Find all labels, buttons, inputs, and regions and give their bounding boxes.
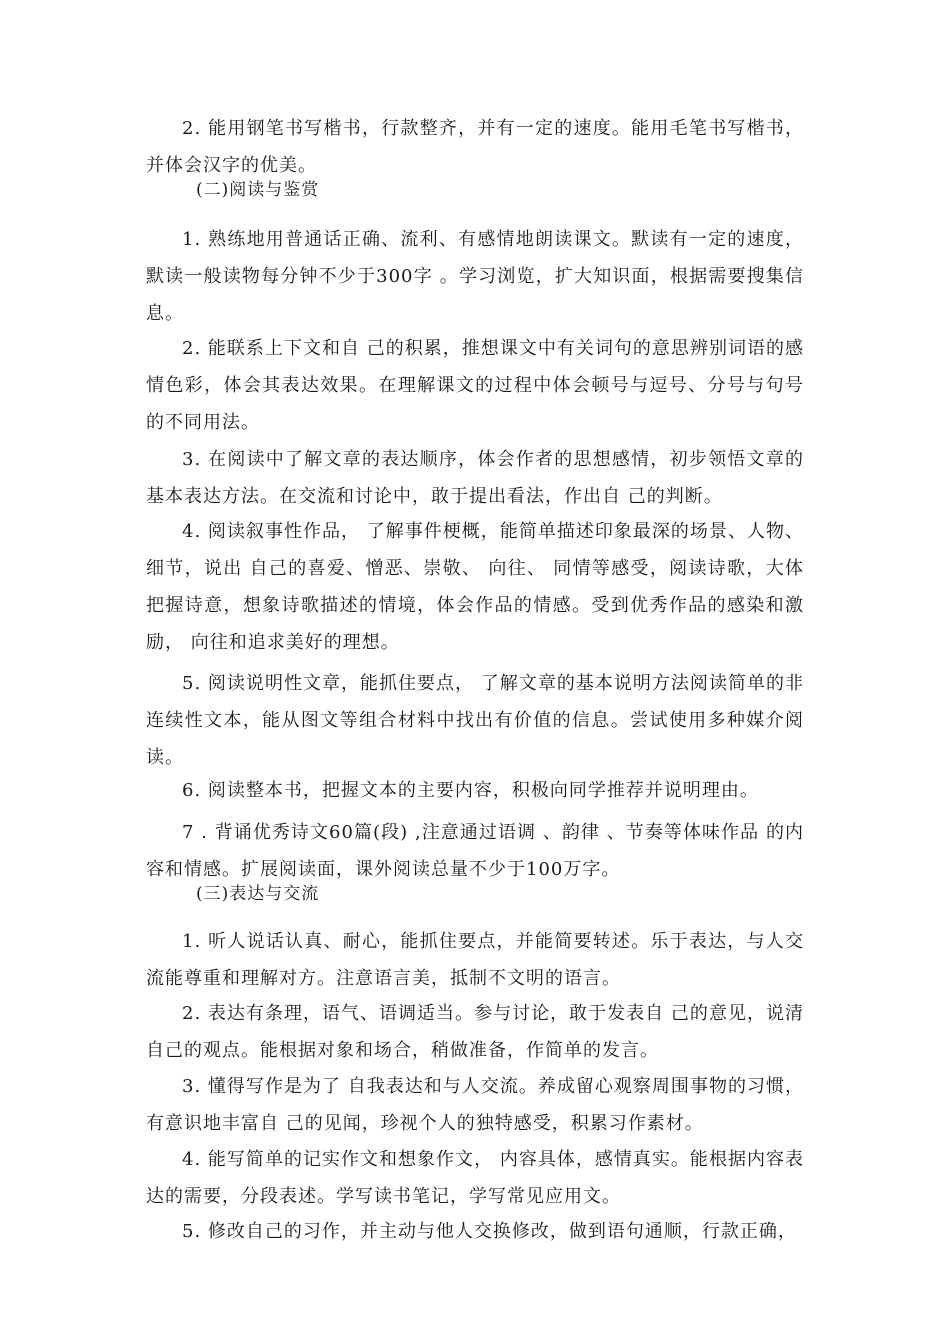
paragraph-expression-4: 4. 能写简单的记实作文和想象作文， 内容具体，感情真实。能根据内容表达的需要，分段表述。学写读书笔记，学写常见应用文。 — [146, 1149, 804, 1207]
paragraph-expression-3: 3. 懂得写作是为了 自我表达和与人交流。养成留心观察周围事物的习惯，有意识地丰富自 己的见闻，珍视个人的独特感受，积累习作素材。 — [146, 1076, 804, 1134]
paragraph-reading-6: 6. 阅读整本书，把握文本的主要内容，积极向同学推荐并说明理由。 — [182, 780, 759, 801]
paragraph-writing-2: 2. 能用钢笔书写楷书，行款整齐，并有一定的速度。能用毛笔书写楷书，并体会汉字的优美。 — [146, 118, 804, 176]
paragraph-reading-7: 7 . 背诵优秀诗文60篇(段) ,注意通过语调 、韵律 、节奏等体味作品 的内容和情感。扩展阅读面，课外阅读总量不少于100万字。 — [146, 822, 805, 880]
section-heading-expression: (三)表达与交流 — [196, 884, 320, 904]
paragraph-reading-3: 3. 在阅读中了解文章的表达顺序，体会作者的思想感情，初步领悟文章的基本表达方法。在交流和讨论中，敢于提出看法，作出自 己的判断。 — [146, 449, 804, 507]
section-heading-reading: (二)阅读与鉴赏 — [196, 180, 320, 200]
paragraph-expression-5: 5. 修改自己的习作，并主动与他人交换修改，做到语句通顺，行款正确， — [182, 1221, 797, 1242]
paragraph-reading-2: 2. 能联系上下文和自 己的积累，推想课文中有关词句的意思辨别词语的感情色彩，体会其表达效果。在理解课文的过程中体会顿号与逗号、分号与句号的不同用法。 — [146, 338, 804, 433]
paragraph-reading-1: 1. 熟练地用普通话正确、流利、有感情地朗读课文。默读有一定的速度，默读一般读物每分钟不少于300字 。学习浏览，扩大知识面，根据需要搜集信息。 — [146, 229, 804, 324]
paragraph-expression-2: 2. 表达有条理，语气、语调适当。参与讨论，敢于发表自 己的意见，说清自己的观点。能根据对象和场合，稍做准备，作简单的发言。 — [146, 1003, 804, 1061]
paragraph-reading-5: 5. 阅读说明性文章，能抓住要点， 了解文章的基本说明方法阅读简单的非连续性文本，能从图文等组合材料中找出有价值的信息。尝试使用多种媒介阅读。 — [146, 673, 804, 768]
paragraph-reading-4: 4. 阅读叙事性作品， 了解事件梗概，能简单描述印象最深的场景、人物、细节，说出 自己的喜爱、憎恶、崇敬、 向往、 同情等感受，阅读诗歌，大体把握诗意，想象诗歌描述的情境，体会作品的情感。受到优秀作品的感染和激励， 向往和追求美好的理想。 — [146, 521, 804, 653]
paragraph-expression-1: 1. 听人说话认真、耐心，能抓住要点，并能简要转述。乐于表达，与人交流能尊重和理解对方。注意语言美，抵制不文明的语言。 — [146, 931, 804, 989]
